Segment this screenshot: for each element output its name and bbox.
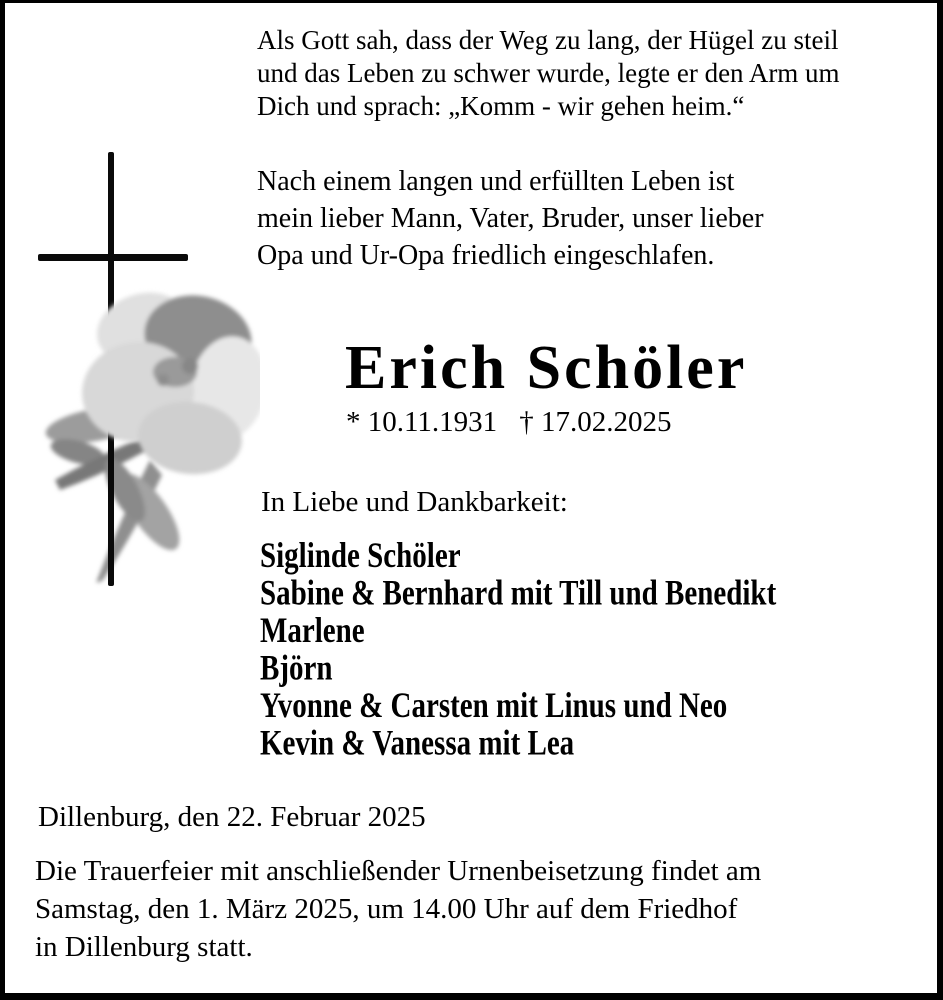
mourner-name: Björn <box>260 648 333 689</box>
funeral-line: Die Trauerfeier mit anschließender Urnenbeisetzung findet am <box>35 855 762 887</box>
birth-date: * 10.11.1931 <box>346 406 498 438</box>
deceased-name: Erich Schöler <box>345 334 748 402</box>
mourner-name: Siglinde Schöler <box>260 535 461 576</box>
dateline: Dillenburg, den 22. Februar 2025 <box>38 801 426 833</box>
memorial-artwork <box>0 130 260 640</box>
announcement-line: mein lieber Mann, Vater, Bruder, unser lieber <box>257 203 764 234</box>
funeral-line: Samstag, den 1. März 2025, um 14.00 Uhr auf dem Friedhof <box>35 893 738 925</box>
mourner-name: Sabine & Bernhard mit Till und Benedikt <box>260 573 777 614</box>
life-dates <box>346 408 671 437</box>
funeral-line: in Dillenburg statt. <box>35 931 253 963</box>
opening-verse <box>257 24 840 123</box>
mourner-name: Yvonne & Carsten mit Linus und Neo <box>260 685 728 726</box>
verse-line: und das Leben zu schwer wurde, legte er den Arm um <box>257 58 840 88</box>
verse-line: Als Gott sah, dass der Weg zu lang, der Hügel zu steil <box>257 25 839 55</box>
announcement-line: Opa und Ur-Opa friedlich eingeschlafen. <box>257 240 715 271</box>
announcement-line: Nach einem langen und erfüllten Leben ist <box>257 166 735 197</box>
death-date: † 17.02.2025 <box>519 406 672 438</box>
mourners-list <box>260 537 776 762</box>
death-announcement <box>257 163 764 274</box>
flower-icon <box>77 281 260 479</box>
closing-intro: In Liebe und Dankbarkeit: <box>261 486 568 518</box>
mourner-name: Kevin & Vanessa mit Lea <box>260 723 575 764</box>
mourner-name: Marlene <box>260 610 365 651</box>
funeral-info <box>35 852 761 966</box>
verse-line: Dich und sprach: „Komm - wir gehen heim.“ <box>257 91 745 121</box>
